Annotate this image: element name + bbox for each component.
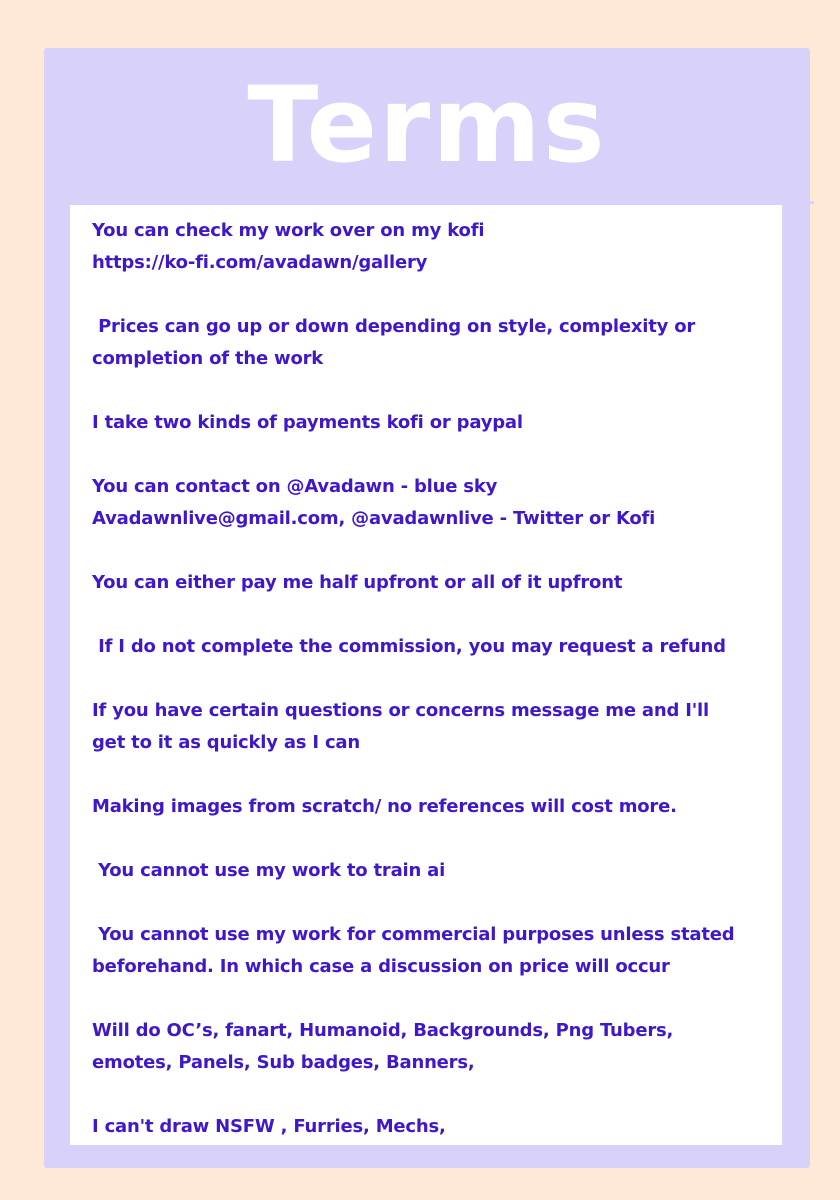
term-contact bbox=[92, 471, 777, 535]
term-spacer bbox=[92, 599, 777, 631]
term-no-ai bbox=[92, 855, 777, 887]
kofi-gallery-link[interactable]: https://ko-fi.com/avadawn/gallery bbox=[92, 252, 428, 273]
term-line: If you have certain questions or concerns message me and I'll bbox=[92, 700, 709, 721]
term-line: You can contact on @Avadawn - blue sky bbox=[92, 476, 498, 497]
term-commercial-use bbox=[92, 919, 777, 983]
term-line: Making images from scratch/ no references will cost more. bbox=[92, 796, 677, 817]
term-payment-methods bbox=[92, 407, 777, 439]
term-line: beforehand. In which case a discussion on price will occur bbox=[92, 956, 670, 977]
term-line: Prices can go up or down depending on style, complexity or bbox=[92, 316, 696, 337]
term-spacer bbox=[92, 663, 777, 695]
term-spacer bbox=[92, 823, 777, 855]
term-refund bbox=[92, 631, 777, 663]
term-spacer bbox=[92, 375, 777, 407]
term-spacer bbox=[92, 759, 777, 791]
term-spacer bbox=[92, 535, 777, 567]
term-will-do bbox=[92, 1015, 777, 1079]
term-spacer bbox=[92, 983, 777, 1015]
term-line: Will do OC’s, fanart, Humanoid, Backgrounds, Png Tubers, bbox=[92, 1020, 674, 1041]
term-line: You cannot use my work to train ai bbox=[92, 860, 446, 881]
terms-card bbox=[70, 205, 782, 1145]
terms-list bbox=[92, 215, 777, 1143]
term-portfolio bbox=[92, 215, 777, 279]
term-pricing bbox=[92, 311, 777, 375]
term-line: You cannot use my work for commercial purposes unless stated bbox=[92, 924, 735, 945]
term-line: completion of the work bbox=[92, 348, 324, 369]
term-line: get to it as quickly as I can bbox=[92, 732, 360, 753]
term-spacer bbox=[92, 279, 777, 311]
term-line: I take two kinds of payments kofi or paypal bbox=[92, 412, 523, 433]
term-spacer bbox=[92, 439, 777, 471]
term-scratch-cost bbox=[92, 791, 777, 823]
term-spacer bbox=[92, 1079, 777, 1111]
frame-edge-mark bbox=[808, 201, 814, 204]
page-title: Terms bbox=[247, 64, 607, 186]
term-payment-schedule bbox=[92, 567, 777, 599]
term-line: emotes, Panels, Sub badges, Banners, bbox=[92, 1052, 475, 1073]
term-wont-do bbox=[92, 1111, 777, 1143]
term-line: If I do not complete the commission, you may request a refund bbox=[92, 636, 726, 657]
term-spacer bbox=[92, 887, 777, 919]
contact-email-line: Avadawnlive@gmail.com, @avadawnlive - Twitter or Kofi bbox=[92, 508, 656, 529]
term-line: You can either pay me half upfront or all of it upfront bbox=[92, 572, 623, 593]
term-questions bbox=[92, 695, 777, 759]
term-line: I can't draw NSFW , Furries, Mechs, bbox=[92, 1116, 446, 1137]
term-line: You can check my work over on my kofi bbox=[92, 220, 485, 241]
